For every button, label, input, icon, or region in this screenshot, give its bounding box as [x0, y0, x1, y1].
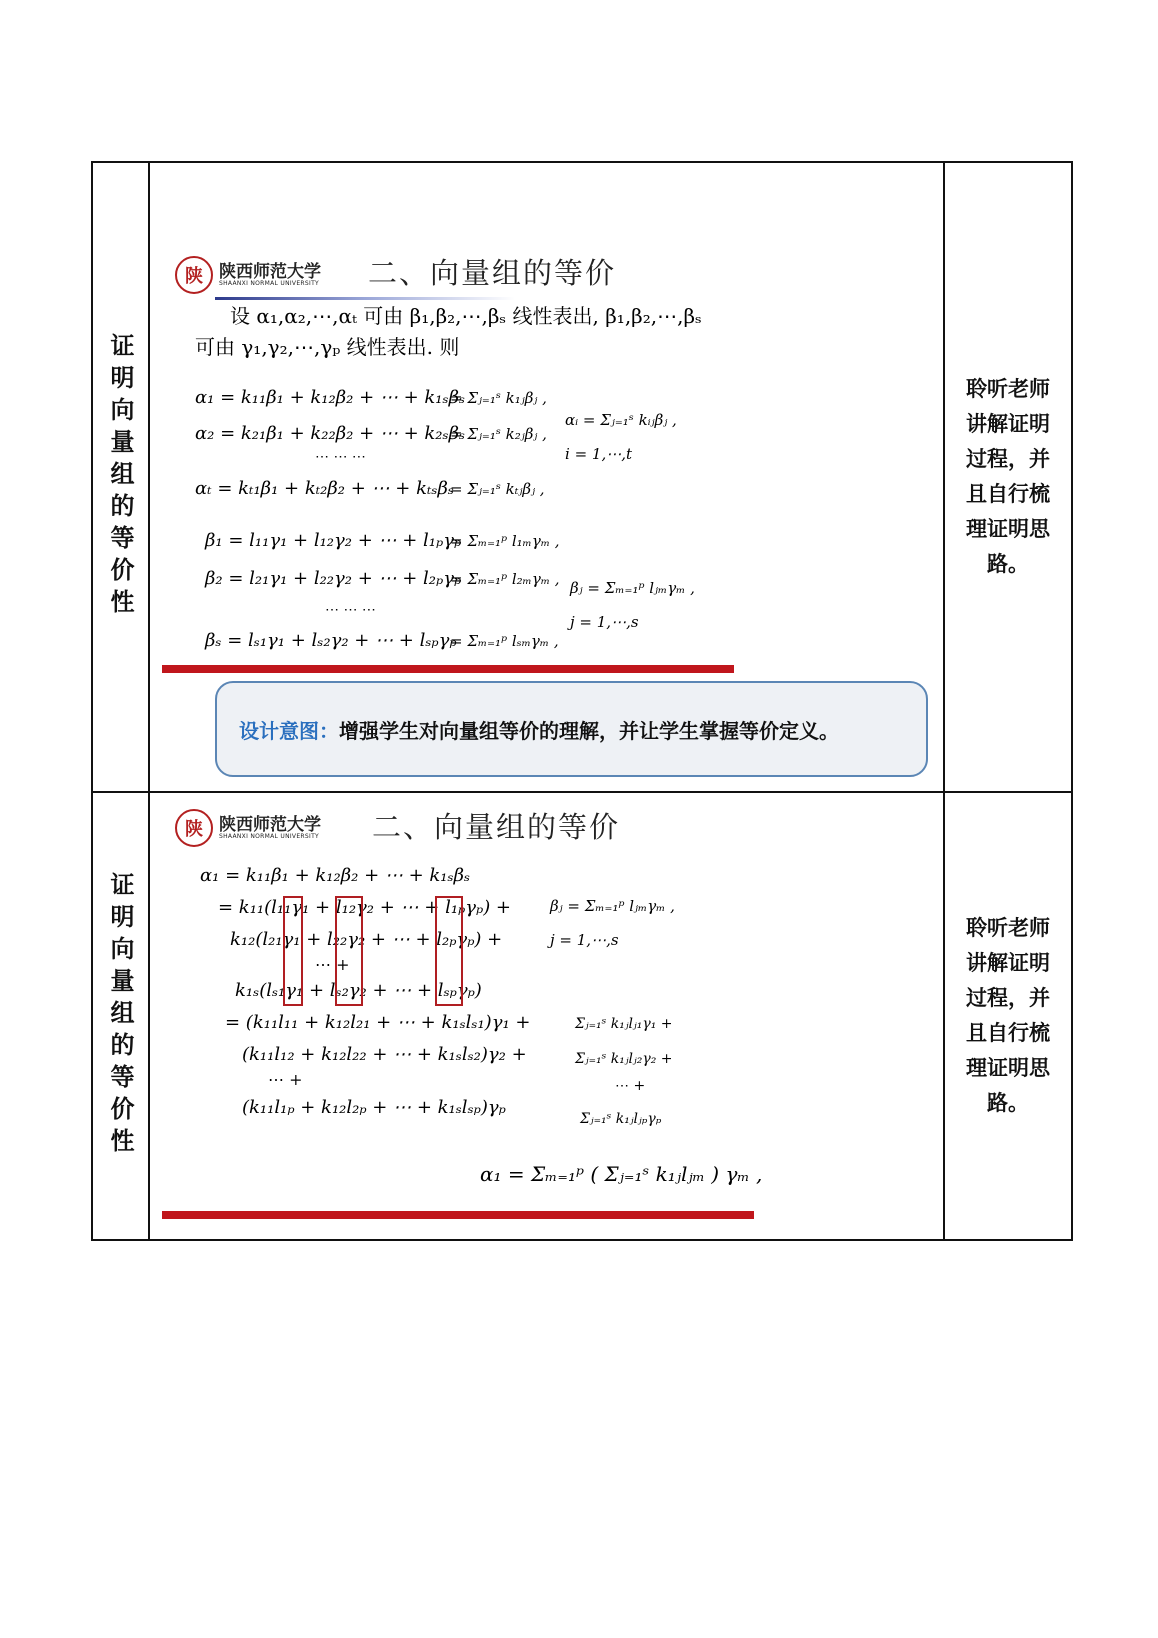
derivation-line-8: ⋯ + [268, 1070, 303, 1089]
dots-2: ⋯ ⋯ ⋯ [325, 602, 376, 618]
eq-alpha-1: α₁ = k₁₁β₁ + k₁₂β₂ + ⋯ + k₁ₛβₛ [195, 387, 466, 408]
dots-1: ⋯ ⋯ ⋯ [315, 449, 366, 465]
general-beta: βⱼ = Σₘ₌₁ᵖ lⱼₘγₘ , [570, 579, 695, 597]
university-name-cn: 陕西师范大学 [219, 261, 321, 282]
activity-cell [943, 163, 1071, 791]
design-intent-text: 增强学生对向量组等价的理解，并让学生掌握等价定义。 [339, 718, 839, 743]
row-label: 证明向量组的等价性 [106, 333, 134, 621]
sum-alpha-t: = Σⱼ₌₁ˢ kₜⱼβⱼ , [450, 480, 545, 498]
row-label-cell [93, 163, 150, 791]
university-seal-icon: 陕 [175, 256, 213, 294]
slide-image [150, 793, 945, 1239]
eq-alpha-t: αₜ = kₜ₁β₁ + kₜ₂β₂ + ⋯ + kₜₛβₛ [195, 478, 454, 499]
general-alpha: αᵢ = Σⱼ₌₁ˢ kᵢⱼβⱼ , [565, 411, 677, 429]
sum-alpha-1: = Σⱼ₌₁ˢ k₁ⱼβⱼ , [450, 389, 547, 407]
sum-alpha-2: = Σⱼ₌₁ˢ k₂ⱼβⱼ , [450, 425, 547, 443]
university-name-cn: 陕西师范大学 [219, 814, 321, 835]
general-beta-range: j = 1,⋯,s [550, 931, 619, 949]
derivation-line-2: = k₁₁(l₁₁γ₁ + l₁₂γ₂ + ⋯ + l₁ₚγₚ) + [218, 897, 512, 918]
formula-area [150, 793, 945, 1239]
lesson-table [91, 161, 1073, 1241]
general-beta-range: j = 1,⋯,s [570, 613, 639, 631]
derivation-line-5: k₁ₛ(lₛ₁γ₁ + lₛ₂γ₂ + ⋯ + lₛₚγₚ) [235, 980, 482, 1001]
university-name-en: SHAANXI NORMAL UNIVERSITY [219, 279, 320, 287]
derivation-line-7: (k₁₁l₁₂ + k₁₂l₂₂ + ⋯ + k₁ₛlₛ₂)γ₂ + [242, 1044, 527, 1065]
general-alpha-range: i = 1,⋯,t [565, 445, 633, 463]
intro-line-2: 可由 γ₁,γ₂,⋯,γₚ 线性表出. 则 [195, 335, 460, 359]
regroup-term-3: ⋯ + [615, 1078, 646, 1094]
sum-beta-2: = Σₘ₌₁ᵖ l₂ₘγₘ , [450, 570, 560, 588]
eq-beta-1: β₁ = l₁₁γ₁ + l₁₂γ₂ + ⋯ + l₁ₚγₚ [205, 530, 462, 551]
slide-red-rule [162, 1211, 754, 1219]
final-result: α₁ = Σₘ₌₁ᵖ ( Σⱼ₌₁ˢ k₁ⱼlⱼₘ ) γₘ , [480, 1162, 763, 1186]
university-name-en: SHAANXI NORMAL UNIVERSITY [219, 832, 320, 840]
table-row [93, 793, 1071, 1239]
activity-note: 聆听老师讲解证明过程，并且自行梳理证明思路。 [966, 916, 1050, 1115]
design-intent-label: 设计意图： [239, 718, 339, 743]
regroup-term-2: Σⱼ₌₁ˢ k₁ⱼlⱼ₂γ₂ + [575, 1051, 673, 1067]
slide-image [150, 163, 945, 793]
slide-red-rule [162, 665, 734, 673]
eq-beta-s: βₛ = lₛ₁γ₁ + lₛ₂γ₂ + ⋯ + lₛₚγₚ [205, 630, 457, 651]
university-seal-icon: 陕 [175, 809, 213, 847]
sum-beta-1: = Σₘ₌₁ᵖ l₁ₘγₘ , [450, 532, 560, 550]
derivation-line-6: = (k₁₁l₁₁ + k₁₂l₂₁ + ⋯ + k₁ₛlₛ₁)γ₁ + [225, 1012, 531, 1033]
derivation-line-3: k₁₂(l₂₁γ₁ + l₂₂γ₂ + ⋯ + l₂ₚγₚ) + [230, 929, 503, 950]
slide-title: 二、向量组的等价 [368, 256, 617, 290]
eq-alpha-2: α₂ = k₂₁β₁ + k₂₂β₂ + ⋯ + k₂ₛβₛ [195, 423, 466, 444]
general-beta: βⱼ = Σₘ₌₁ᵖ lⱼₘγₘ , [550, 897, 675, 915]
intro-line-1: 设 α₁,α₂,⋯,αₜ 可由 β₁,β₂,⋯,βₛ 线性表出, β₁,β₂,⋯,βₛ [230, 304, 702, 328]
regroup-term-1: Σⱼ₌₁ˢ k₁ⱼlⱼ₁γ₁ + [575, 1016, 673, 1032]
design-intent-box [215, 681, 928, 777]
activity-cell [943, 793, 1071, 1239]
eq-beta-2: β₂ = l₂₁γ₁ + l₂₂γ₂ + ⋯ + l₂ₚγₚ [205, 568, 462, 589]
row-label: 证明向量组的等价性 [106, 872, 134, 1160]
row-label-cell [93, 793, 150, 1239]
sum-beta-s: = Σₘ₌₁ᵖ lₛₘγₘ , [450, 632, 559, 650]
regroup-term-4: Σⱼ₌₁ˢ k₁ⱼlⱼₚγₚ [580, 1111, 662, 1127]
activity-note: 聆听老师讲解证明过程，并且自行梳理证明思路。 [966, 377, 1050, 576]
table-row [93, 163, 1071, 793]
derivation-line-4: ⋯ + [315, 955, 350, 974]
slide-title: 二、向量组的等价 [372, 810, 621, 844]
derivation-line-1: α₁ = k₁₁β₁ + k₁₂β₂ + ⋯ + k₁ₛβₛ [200, 865, 471, 886]
derivation-line-9: (k₁₁l₁ₚ + k₁₂l₂ₚ + ⋯ + k₁ₛlₛₚ)γₚ [242, 1097, 506, 1118]
